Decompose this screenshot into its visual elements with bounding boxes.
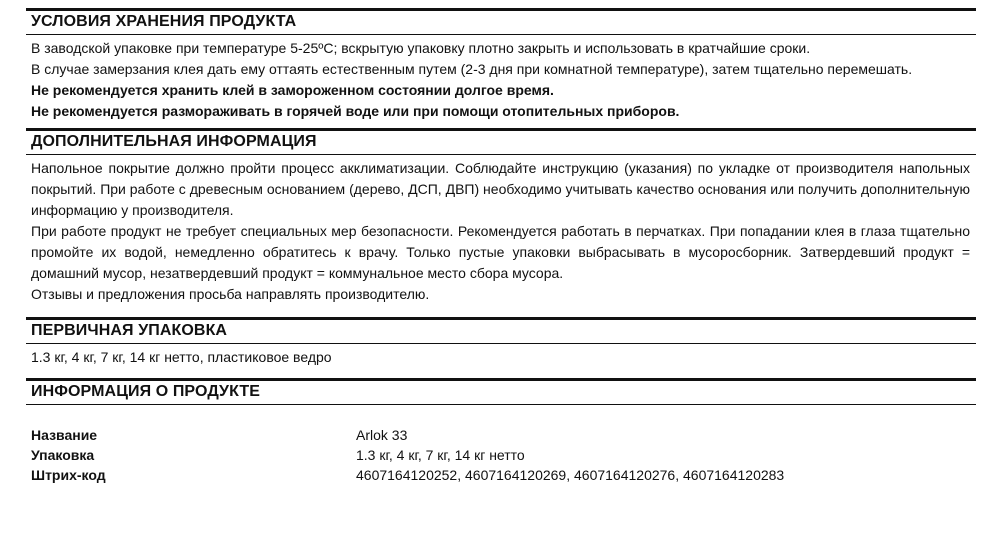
packaging-title: ПЕРВИЧНАЯ УПАКОВКА bbox=[26, 317, 976, 344]
packaging-text: 1.3 кг, 4 кг, 7 кг, 14 кг нетто, пластиковое ведро bbox=[31, 349, 332, 365]
storage-title: УСЛОВИЯ ХРАНЕНИЯ ПРОДУКТА bbox=[26, 8, 976, 35]
info-value: 1.3 кг, 4 кг, 7 кг, 14 кг нетто bbox=[356, 447, 525, 463]
storage-warning-1: Не рекомендуется хранить клей в замороженном состоянии долгое время. bbox=[31, 82, 554, 98]
additional-paragraph-2: При работе продукт не требует специальных мер безопасности. Рекомендуется работать в перчатках. При попадании клея в глаза тщательно промойте их водой, немедленно обратитесь к врачу. Только пустые упаковки выбрасывать в мусоросборник. Затвердевший продукт = домашний мусор, незатвердевший продукт = коммунальное место сбора мусора. bbox=[31, 223, 970, 281]
additional-paragraph-1: Напольное покрытие должно пройти процесс акклиматизации. Соблюдайте инструкцию (указания) по укладке от производителя напольных покрытий. При работе с древесным основанием (дерево, ДСП, ДВП) необходимо учитывать качество основания или получить дополнительную информацию у производителя. bbox=[31, 160, 970, 218]
additional-section bbox=[26, 128, 976, 317]
product-info-section bbox=[26, 378, 976, 485]
storage-paragraph-1: В заводской упаковке при температуре 5-25ºC; вскрытую упаковку плотно закрыть и использовать в кратчайшие сроки. bbox=[31, 40, 811, 56]
info-label: Название bbox=[31, 427, 98, 443]
storage-body bbox=[26, 35, 976, 128]
info-value: 4607164120252, 4607164120269, 4607164120276, 4607164120283 bbox=[356, 467, 785, 483]
info-row-packaging bbox=[31, 445, 976, 465]
info-row-name bbox=[31, 425, 976, 445]
product-info-table bbox=[26, 425, 976, 485]
info-row-barcode bbox=[31, 465, 976, 485]
info-label: Штрих-код bbox=[31, 467, 106, 483]
additional-paragraph-3: Отзывы и предложения просьба направлять производителю. bbox=[31, 286, 430, 302]
additional-body bbox=[26, 155, 976, 317]
info-label: Упаковка bbox=[31, 447, 95, 463]
packaging-section bbox=[26, 317, 976, 378]
storage-warning-2: Не рекомендуется размораживать в горячей воде или при помощи отопительных приборов. bbox=[31, 103, 680, 119]
storage-section bbox=[26, 8, 976, 128]
packaging-body bbox=[26, 344, 976, 378]
product-info-title: ИНФОРМАЦИЯ О ПРОДУКТЕ bbox=[26, 378, 976, 405]
info-value: Arlok 33 bbox=[356, 427, 408, 443]
storage-paragraph-2: В случае замерзания клея дать ему оттаять естественным путем (2-3 дня при комнатной температуре), затем тщательно перемешать. bbox=[31, 61, 913, 77]
document bbox=[26, 8, 976, 485]
additional-title: ДОПОЛНИТЕЛЬНАЯ ИНФОРМАЦИЯ bbox=[26, 128, 976, 155]
